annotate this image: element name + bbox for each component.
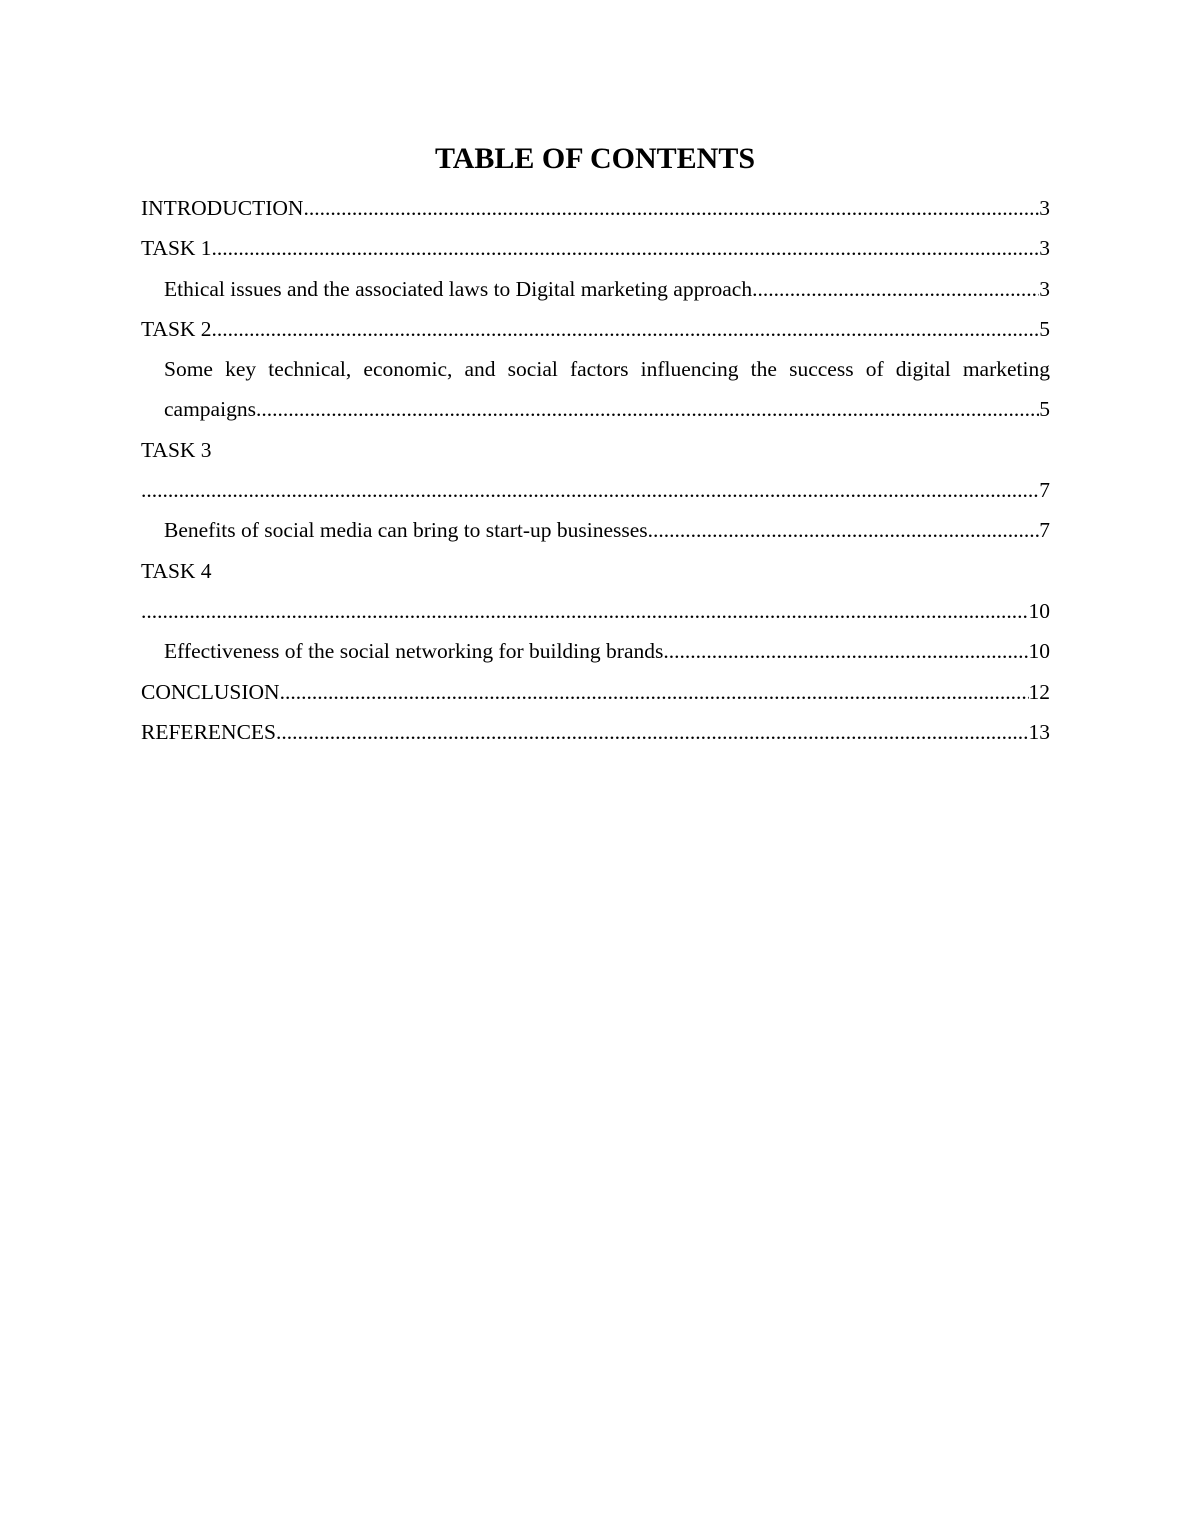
toc-entry-label: TASK 3 xyxy=(141,437,212,462)
toc-entry-label: TASK 4 xyxy=(141,558,212,583)
toc-entry-page: 13 xyxy=(1028,719,1050,744)
dot-leader xyxy=(212,228,1040,268)
toc-entry-label: TASK 1 xyxy=(141,236,212,261)
toc-entry-task-3[interactable] xyxy=(141,430,1050,470)
toc-entry-page: 5 xyxy=(1039,316,1050,341)
toc-entry-page: 7 xyxy=(1039,518,1050,543)
toc-entry-label: Effectiveness of the social networking for building brands. xyxy=(164,639,669,664)
dot-leader xyxy=(752,269,1039,309)
toc-entry-label: Some key technical, economic, and social factors influencing the success of digital marketing xyxy=(164,357,1050,382)
toc-subentry-ethical-issues[interactable] xyxy=(141,269,1050,309)
toc-entry-page: 3 xyxy=(1039,236,1050,261)
dot-leader xyxy=(141,591,1029,631)
toc-entry-references[interactable] xyxy=(141,712,1050,752)
toc-entry-page: 12 xyxy=(1028,679,1050,704)
toc-entry-page: 5 xyxy=(1039,397,1050,422)
dot-leader xyxy=(648,510,1040,550)
toc-entry-task-4[interactable] xyxy=(141,551,1050,591)
toc-entry-conclusion[interactable] xyxy=(141,672,1050,712)
dot-leader xyxy=(276,712,1029,752)
toc-entry-label: INTRODUCTION xyxy=(141,196,304,220)
toc-subentry-key-factors-line-1[interactable] xyxy=(141,349,1050,389)
toc-entry-label: Ethical issues and the associated laws to Digital marketing approach xyxy=(164,276,753,301)
toc-entry-page: 3 xyxy=(1039,196,1050,220)
page-title: TABLE OF CONTENTS xyxy=(434,142,756,175)
toc-entry-task-3-leader-line[interactable] xyxy=(141,470,1050,510)
dot-leader xyxy=(212,309,1040,349)
table-of-contents xyxy=(141,188,1050,752)
dot-leader xyxy=(141,470,1039,510)
toc-entry-label: TASK 2 xyxy=(141,316,212,341)
toc-subentry-key-factors-line-2[interactable] xyxy=(141,389,1050,429)
toc-entry-page: 10 xyxy=(1028,598,1050,623)
toc-entry-task-2[interactable] xyxy=(141,309,1050,349)
toc-entry-task-4-leader-line[interactable] xyxy=(141,591,1050,631)
dot-leader xyxy=(303,188,1039,228)
toc-entry-introduction[interactable] xyxy=(141,188,1050,228)
toc-entry-task-1[interactable] xyxy=(141,228,1050,268)
dot-leader xyxy=(669,631,1029,671)
toc-entry-label: Benefits of social media can bring to start-up businesses xyxy=(164,518,648,543)
toc-entry-label: campaigns. xyxy=(164,397,262,422)
toc-entry-page: 10 xyxy=(1028,639,1050,664)
toc-entry-page: 3 xyxy=(1039,276,1050,301)
dot-leader xyxy=(261,389,1039,429)
toc-subentry-social-networking-brands[interactable] xyxy=(141,631,1050,671)
toc-entry-label: CONCLUSION xyxy=(141,679,280,704)
dot-leader xyxy=(280,672,1029,712)
toc-entry-page: 7 xyxy=(1039,478,1050,503)
toc-entry-label: REFERENCES xyxy=(141,719,276,744)
toc-subentry-social-media-benefits[interactable] xyxy=(141,510,1050,550)
